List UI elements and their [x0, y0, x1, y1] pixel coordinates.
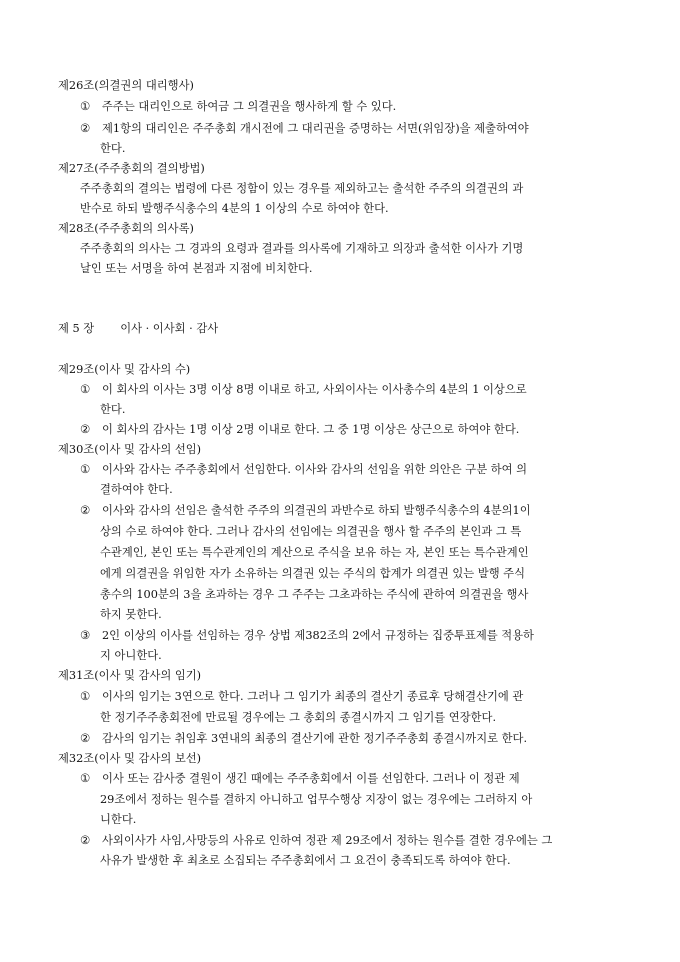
article-30-title: 제30조(이사 및 감사의 선임): [58, 443, 202, 456]
item-number: ①: [80, 772, 91, 785]
article-30-item-3-cont: 지 아니한다.: [100, 649, 162, 662]
article-30-item-2: [80, 503, 531, 519]
article-29-item-2: [80, 422, 519, 438]
article-26-title: 제26조(의결권의 대리행사): [58, 79, 194, 92]
chapter-title: 이사 · 이사회 · 감사: [120, 322, 219, 335]
article-27-body-line-1: 주주총회의 결의는 법령에 다른 정함이 있는 경우를 제외하고는 출석한 주주의 의결권의 과: [80, 182, 524, 195]
item-text: 이사와 감사의 선임은 출석한 주주의 의결권의 과반수로 하되 발행주식총수의 4분의1이: [102, 504, 531, 517]
item-number: ②: [80, 834, 91, 847]
article-29-item-1-cont: 한다.: [100, 403, 126, 416]
article-26-item-1: [80, 99, 396, 115]
article-28-body-line-1: 주주총회의 의사는 그 경과의 요령과 결과를 의사록에 기재하고 의장과 출석한 이사가 기명: [80, 242, 524, 255]
article-30-item-2-cont-5: 하지 못한다.: [100, 608, 162, 621]
item-text: 사외이사가 사임,사망등의 사유로 인하여 정관 제 29조에서 정하는 원수를 결한 경우에는 그: [102, 834, 553, 847]
article-30-item-1: [80, 462, 527, 478]
article-26-item-2: [80, 121, 529, 137]
item-number: ②: [80, 423, 91, 436]
item-number: ①: [80, 100, 91, 113]
item-text: 2인 이상의 이사를 선임하는 경우 상법 제382조의 2에서 규정하는 집중투표제를 적용하: [102, 629, 534, 642]
article-29-title: 제29조(이사 및 감사의 수): [58, 363, 191, 376]
item-number: ②: [80, 732, 91, 745]
article-32-title: 제32조(이사 및 감사의 보선): [58, 752, 202, 765]
article-31-item-2: [80, 731, 527, 747]
article-32-item-2-cont: 사유가 발생한 후 최초로 소집되는 주주총회에서 그 요건이 충족되도록 하여야 한다.: [100, 854, 511, 867]
item-number: ②: [80, 504, 91, 517]
item-text: 주주는 대리인으로 하여금 그 의결권을 행사하게 할 수 있다.: [102, 100, 397, 113]
article-30-item-2-cont-3: 에게 의결권을 위임한 자가 소유하는 의결권 있는 주식의 합계가 의결권 있는 발행 주식: [100, 567, 526, 580]
article-31-item-1-cont: 한 정기주주총회전에 만료될 경우에는 그 총회의 종결시까지 그 임기를 연장한다.: [100, 711, 497, 724]
article-30-item-1-cont: 결하여야 한다.: [100, 483, 173, 496]
item-number: ②: [80, 122, 91, 135]
item-text: 제1항의 대리인은 주주총회 개시전에 그 대리권을 증명하는 서면(위임장)을 제출하여야: [102, 122, 529, 135]
item-text: 이사의 임기는 3연으로 한다. 그러나 그 임기가 최종의 결산기 종료후 당해결산기에 관: [102, 690, 524, 703]
article-30-item-2-cont-1: 상의 수로 하여야 한다. 그러나 감사의 선임에는 의결권을 행사 할 주주의 본인과 그 특: [100, 525, 522, 538]
item-text: 이사 또는 감사중 결원이 생긴 때에는 주주총회에서 이를 선임한다. 그러나 이 정관 제: [102, 772, 520, 785]
item-text: 이 회사의 이사는 3명 이상 8명 이내로 하고, 사외이사는 이사총수의 4분의 1 이상으로: [102, 383, 527, 396]
article-32-item-1: [80, 771, 520, 787]
article-32-item-2: [80, 833, 552, 849]
item-number: ③: [80, 629, 91, 642]
item-number: ①: [80, 383, 91, 396]
item-number: ①: [80, 690, 91, 703]
article-30-item-3: [80, 628, 534, 644]
article-32-item-1-cont-1: 29조에서 정하는 원수를 결하지 아니하고 업무수행상 지장이 없는 경우에는 그러하지 아: [100, 793, 533, 806]
article-29-item-1: [80, 382, 527, 398]
article-27-title: 제27조(주주총회의 결의방법): [58, 162, 205, 175]
article-26-item-2-cont: 한다.: [100, 142, 126, 155]
article-31-item-1: [80, 689, 523, 705]
item-text: 감사의 임기는 취임후 3연내의 최종의 결산기에 관한 정기주주총회 종결시까지로 한다.: [102, 732, 528, 745]
chapter-5-heading: [58, 321, 218, 337]
chapter-label: 제 5 장: [58, 322, 95, 335]
article-30-item-2-cont-4: 총수의 100분의 3을 초과하는 경우 그 주주는 그초과하는 주식에 관하여 의결권을 행사: [100, 588, 529, 601]
item-text: 이사와 감사는 주주총회에서 선임한다. 이사와 감사의 선임을 위한 의안은 구분 하여 의: [102, 463, 528, 476]
article-32-item-1-cont-2: 니한다.: [100, 813, 137, 826]
article-27-body-line-2: 반수로 하되 발행주식총수의 4분의 1 이상의 수로 하여야 한다.: [80, 202, 389, 215]
article-30-item-2-cont-2: 수관계인, 본인 또는 특수관계인의 계산으로 주식을 보유 하는 자, 본인 또는 특수관계인: [100, 546, 529, 559]
article-28-body-line-2: 날인 또는 서명을 하여 본점과 지점에 비치한다.: [80, 262, 313, 275]
item-number: ①: [80, 463, 91, 476]
item-text: 이 회사의 감사는 1명 이상 2명 이내로 한다. 그 중 1명 이상은 상근으로 하여야 한다.: [102, 423, 520, 436]
article-28-title: 제28조(주주총회의 의사록): [58, 222, 194, 235]
article-31-title: 제31조(이사 및 감사의 임기): [58, 669, 202, 682]
